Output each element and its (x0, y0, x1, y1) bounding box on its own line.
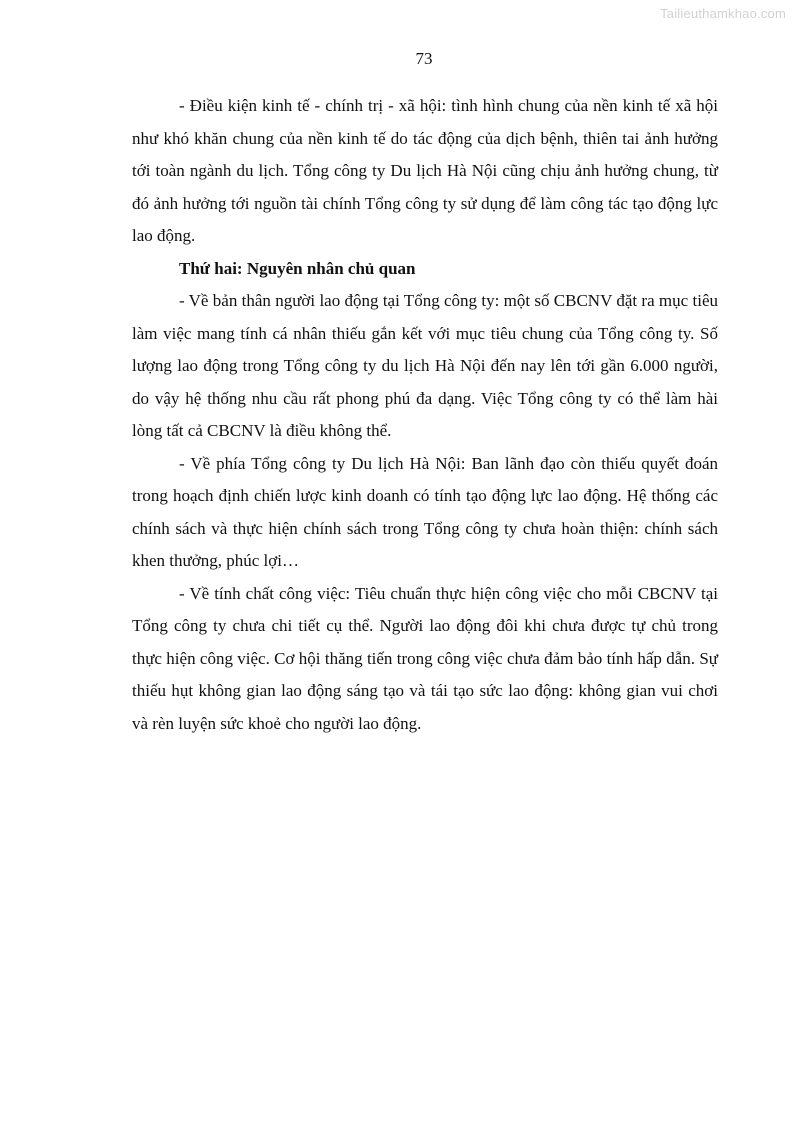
paragraph-employees: - Về bản thân người lao động tại Tổng công ty: một số CBCNV đặt ra mục tiêu làm việc mang tính cá nhân thiếu gắn kết với mục tiêu chung của Tổng công ty. Số lượng lao động trong Tổng công ty du lịch Hà Nội đến nay lên tới gần 6.000 người, do vậy hệ thống nhu cầu rất phong phú đa dạng. Việc Tổng công ty có thể làm hài lòng tất cả CBCNV là điều không thể. (132, 291, 718, 440)
paragraph-job-nature: - Về tính chất công việc: Tiêu chuẩn thực hiện công việc cho mỗi CBCNV tại Tổng công ty chưa chi tiết cụ thể. Người lao động đôi khi chưa được tự chủ trong thực hiện công việc. Cơ hội thăng tiến trong công việc chưa đảm bảo tính hấp dẫn. Sự thiếu hụt không gian lao động sáng tạo và tái tạo sức lao động: không gian vui chơi và rèn luyện sức khoẻ cho người lao động. (132, 583, 718, 733)
paragraph-economic-conditions: - Điều kiện kinh tế - chính trị - xã hội: tình hình chung của nền kinh tế xã hội như khó khăn chung của nền kinh tế do tác động của dịch bệnh, thiên tai ảnh hưởng tới toàn ngành du lịch. Tổng công ty Du lịch Hà Nội cũng chịu ảnh hưởng chung, từ đó ảnh hưởng tới nguồn tài chính Tổng công ty sử dụng để làm công tác tạo động lực lao động. (132, 96, 718, 245)
document-body (132, 90, 718, 740)
watermark-text: Tailieuthamkhao.com (660, 6, 786, 21)
section-heading-subjective-causes: Thứ hai: Nguyên nhân chủ quan (179, 258, 416, 278)
page-number: 73 (415, 49, 433, 68)
paragraph-company: - Về phía Tổng công ty Du lịch Hà Nội: Ban lãnh đạo còn thiếu quyết đoán trong hoạch định chiến lược kinh doanh có tính tạo động lực lao động. Hệ thống các chính sách và thực hiện chính sách trong Tổng công ty chưa hoàn thiện: chính sách khen thưởng, phúc lợi… (132, 453, 718, 570)
